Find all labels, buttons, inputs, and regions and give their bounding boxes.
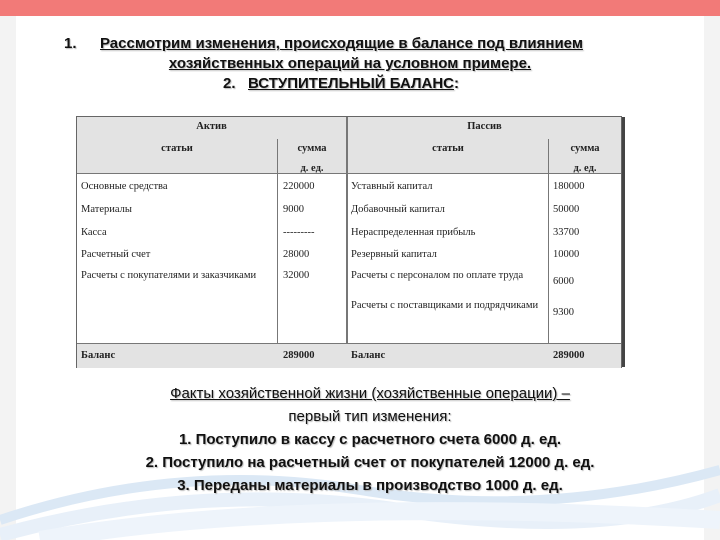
liab-sum-header bbox=[549, 139, 621, 174]
balance-heading: ВСТУПИТЕЛЬНЫЙ БАЛАНС bbox=[248, 75, 454, 92]
right-margin bbox=[704, 16, 720, 540]
liability-value: 180000 bbox=[553, 181, 585, 192]
asset-items-label: статьи bbox=[161, 143, 193, 154]
liability-value: 6000 bbox=[553, 276, 574, 287]
top-accent-bar bbox=[0, 0, 720, 16]
center-divider bbox=[346, 117, 348, 367]
asset-value: 9000 bbox=[283, 204, 304, 215]
operation-item: 3. Переданы материалы в производство 1000 д. ед. bbox=[177, 477, 563, 494]
liability-value: 50000 bbox=[553, 204, 580, 215]
asset-value: --------- bbox=[283, 227, 315, 238]
liab-unit-label: д. ед. bbox=[573, 163, 597, 174]
liability-name: Добавочный капитал bbox=[351, 204, 445, 215]
title-number-1: 1. bbox=[64, 35, 77, 52]
col-divider bbox=[548, 139, 549, 367]
liability-value: 33700 bbox=[553, 227, 580, 238]
asset-name: Основные средства bbox=[81, 181, 168, 192]
asset-sum-header bbox=[278, 139, 346, 174]
operation-item: 2. Поступило на расчетный счет от покупателей 12000 д. ед. bbox=[145, 454, 595, 471]
asset-unit-label: д. ед. bbox=[300, 163, 324, 174]
liability-name: Расчеты с поставщиками и подрядчиками bbox=[351, 300, 539, 311]
title-line-2: хозяйственных операций на условном примере. bbox=[168, 55, 532, 72]
operation-item: 1. Поступило в кассу с расчетного счета 6000 д. ед. bbox=[178, 431, 562, 448]
asset-name: Расчеты с покупателями и заказчиками bbox=[81, 270, 257, 281]
liab-sum-label: сумма bbox=[570, 143, 600, 154]
asset-name: Расчетный счет bbox=[81, 249, 151, 260]
balance-total-row bbox=[77, 343, 621, 368]
title-number-2: 2. bbox=[223, 75, 236, 92]
col-divider bbox=[277, 139, 278, 367]
liability-name: Нераспределенная прибыль bbox=[351, 227, 476, 238]
operations-text bbox=[60, 382, 680, 497]
asset-sum-label: сумма bbox=[297, 143, 327, 154]
asset-value: 220000 bbox=[283, 181, 315, 192]
liability-name: Расчеты с персоналом по оплате труда bbox=[351, 270, 524, 281]
liability-name: Резервный капитал bbox=[351, 249, 437, 260]
balance-table bbox=[76, 116, 622, 368]
asset-items-header bbox=[77, 139, 277, 174]
liability-name: Уставный капитал bbox=[351, 181, 433, 192]
balance-label: Баланс bbox=[81, 350, 116, 361]
table-right-border bbox=[622, 117, 625, 367]
liab-items-label: статьи bbox=[432, 143, 464, 154]
asset-name: Материалы bbox=[81, 204, 132, 215]
left-margin bbox=[0, 16, 16, 540]
asset-name: Касса bbox=[81, 227, 107, 238]
liab-items-header bbox=[348, 139, 548, 174]
balance-value: 289000 bbox=[553, 350, 585, 361]
balance-heading-colon: : bbox=[454, 75, 459, 92]
title-line-1: Рассмотрим изменения, происходящие в балансе под влиянием bbox=[100, 35, 583, 52]
balance-value: 289000 bbox=[283, 350, 315, 361]
facts-heading: Факты хозяйственной жизни (хозяйственные операции) – bbox=[170, 385, 570, 402]
balance-label: Баланс bbox=[351, 350, 386, 361]
slide-title bbox=[40, 34, 700, 94]
asset-header: Актив bbox=[77, 117, 346, 140]
title-line-3 bbox=[0, 74, 700, 94]
asset-value: 32000 bbox=[283, 270, 310, 281]
asset-value: 28000 bbox=[283, 249, 310, 260]
liability-value: 10000 bbox=[553, 249, 580, 260]
liability-header: Пассив bbox=[348, 117, 621, 140]
facts-subheading: первый тип изменения: bbox=[288, 408, 452, 425]
liability-value: 9300 bbox=[553, 307, 574, 318]
